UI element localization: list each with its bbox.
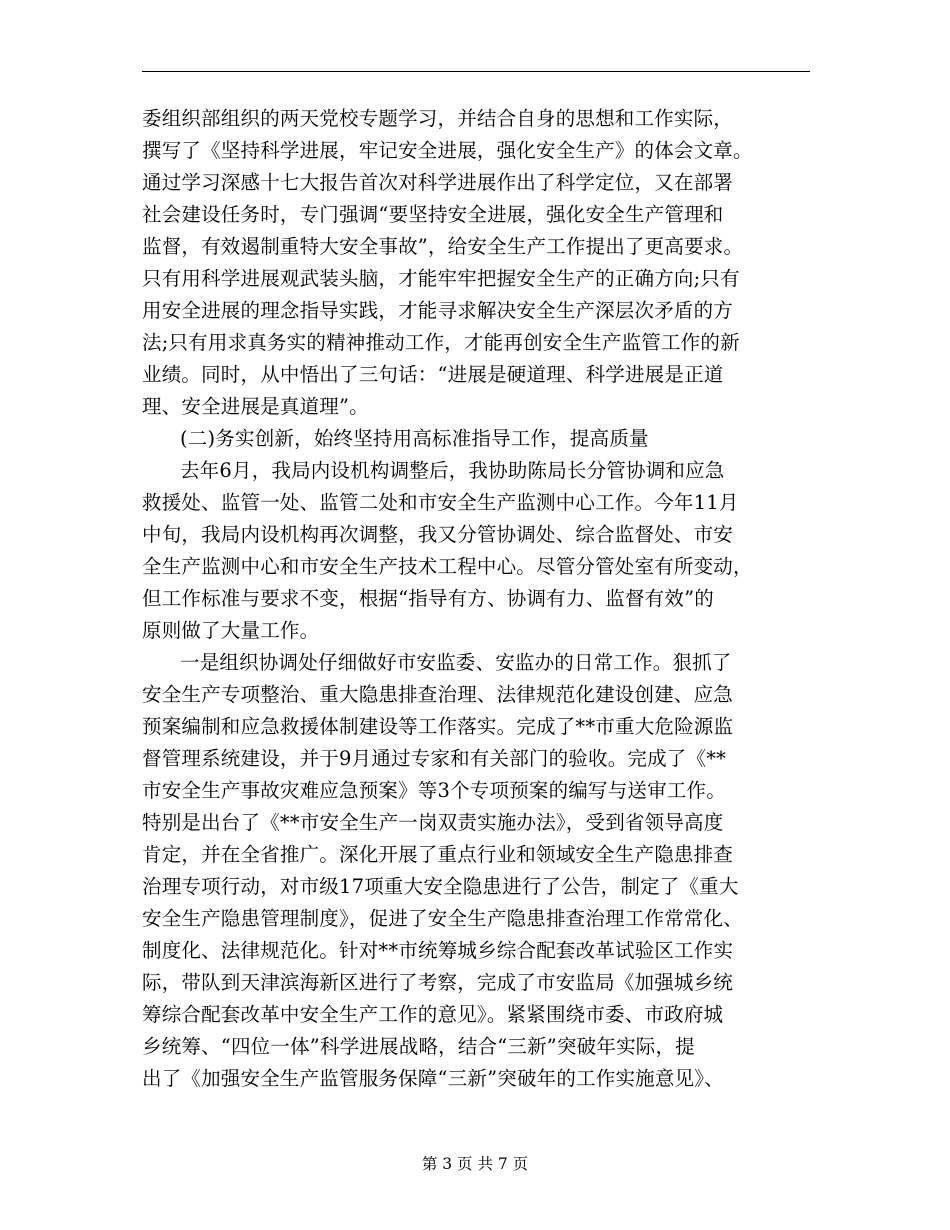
text-line: 预案编制和应急救援体制建设等工作落实。完成了**市重大危险源监 <box>142 715 734 738</box>
text-line: 中旬，我局内设机构再次调整，我又分管协调处、综合监督处、市安 <box>142 523 734 546</box>
text-line: 安全生产隐患管理制度》，促进了安全生产隐患排查治理工作常常化、 <box>142 907 743 930</box>
text-line: 理、安全进展是真道理”。 <box>142 395 369 418</box>
document-body <box>142 103 810 1095</box>
text-line: 法;只有用求真务实的精神推动工作，才能再创安全生产监管工作的新 <box>142 331 740 354</box>
text-line: 乡统筹、“四位一体”科学进展战略，结合“三新”突破年实际，提 <box>142 1035 695 1058</box>
text-line: 业绩。同时，从中悟出了三句话：“进展是硬道理、科学进展是正道 <box>142 363 724 386</box>
text-line: 际，带队到天津滨海新区进行了考察，完成了市安监局《加强城乡统 <box>142 971 734 994</box>
header-rule <box>142 71 810 72</box>
text-line: 督管理系统建设，并于9月通过专家和有关部门的验收。完成了《** <box>142 747 727 770</box>
text-line: 撰写了《坚持科学进展，牢记安全进展，强化安全生产》的体会文章。 <box>142 139 753 162</box>
section-heading: (二)务实创新，始终坚持用高标准指导工作，提高质量 <box>180 427 649 450</box>
text-line: 通过学习深感十七大报告首次对科学进展作出了科学定位，又在部署 <box>142 171 734 194</box>
text-line: 社会建设任务时，专门强调“要坚持安全进展，强化安全生产管理和 <box>142 203 724 226</box>
page-number-footer: 第 3 页 共 7 页 <box>421 1155 529 1173</box>
paragraph-first-line: 去年6月，我局内设机构调整后，我协助陈局长分管协调和应急 <box>180 459 725 482</box>
text-line: 制度化、法律规范化。针对**市统筹城乡综合配套改革试验区工作实 <box>142 939 734 962</box>
text-line: 救援处、监管一处、监管二处和市安全生产监测中心工作。今年11月 <box>142 491 739 514</box>
text-line: 委组织部组织的两天党校专题学习，并结合自身的思想和工作实际， <box>142 107 734 130</box>
text-line: 但工作标准与要求不变，根据“指导有方、协调有力、监督有效”的 <box>142 587 714 610</box>
text-line: 特别是出台了《**市安全生产一岗双责实施办法》，受到省领导高度 <box>142 811 724 834</box>
text-line: 筹综合配套改革中安全生产工作的意见》。紧紧围绕市委、市政府城 <box>142 1003 724 1026</box>
text-line: 监督，有效遏制重特大安全事故”，给安全生产工作提出了更高要求。 <box>142 235 744 258</box>
text-line: 肯定，并在全省推广。深化开展了重点行业和领域安全生产隐患排查 <box>142 843 734 866</box>
text-line: 出了《加强安全生产监管服务保障“三新”突破年的工作实施意见》、 <box>142 1067 724 1090</box>
text-line: 原则做了大量工作。 <box>142 619 320 642</box>
text-line: 安全生产专项整治、重大隐患排查治理、法律规范化建设创建、应急 <box>142 683 734 706</box>
text-line: 全生产监测中心和市安全生产技术工程中心。尽管分管处室有所变动， <box>142 555 753 578</box>
text-line: 市安全生产事故灾难应急预案》等3个专项预案的编写与送审工作。 <box>142 779 726 802</box>
text-line: 用安全进展的理念指导实践，才能寻求解决安全生产深层次矛盾的方 <box>142 299 734 322</box>
paragraph-first-line: 一是组织协调处仔细做好市安监委、安监办的日常工作。狠抓了 <box>180 651 732 674</box>
text-line: 治理专项行动，对市级17项重大安全隐患进行了公告，制定了《重大 <box>142 875 739 898</box>
text-line: 只有用科学进展观武装头脑，才能牢牢把握安全生产的正确方向;只有 <box>142 267 740 290</box>
